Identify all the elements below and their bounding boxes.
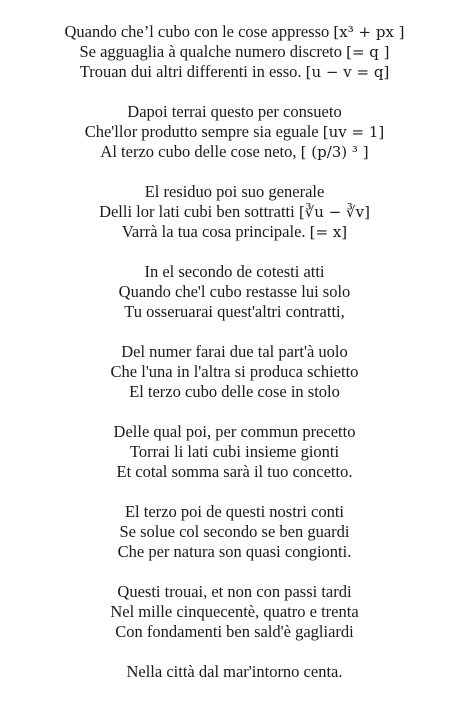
poem-line <box>0 382 469 402</box>
stanza-4 <box>0 262 469 322</box>
line-text: Varrà la tua cosa principale. <box>121 222 310 241</box>
line-text: In el secondo de cotesti atti <box>144 262 325 281</box>
poem-line <box>0 662 469 682</box>
poem-line <box>0 222 469 242</box>
poem <box>0 22 469 682</box>
math-annotation: [ (p/3) ³ ] <box>300 143 369 161</box>
poem-line <box>0 442 469 462</box>
line-text: Che l'una in l'altra si produca schietto <box>110 362 359 381</box>
poem-line <box>0 522 469 542</box>
poem-line <box>0 362 469 382</box>
line-text: Delle qual poi, per commun precetto <box>113 422 356 441</box>
stanza-8 <box>0 582 469 642</box>
poem-line <box>0 622 469 642</box>
line-text: Et cotal somma sarà il tuo concetto. <box>116 462 353 481</box>
line-text: Questi trouai, et non con passi tardi <box>117 582 352 601</box>
stanza-7 <box>0 502 469 562</box>
stanza-1 <box>0 22 469 82</box>
line-text: Nel mille cinquecentè, quatro e trenta <box>110 602 359 621</box>
math-annotation: [= x] <box>309 223 348 241</box>
line-text: Che'llor produtto sempre sia eguale <box>84 122 323 141</box>
math-annotation: [u − v = q] <box>305 63 390 81</box>
line-text: Nella città dal mar'intorno centa. <box>126 662 343 681</box>
line-text: Delli lor lati cubi ben sottratti <box>99 202 299 221</box>
math-annotation: [x³ + px ] <box>333 23 405 41</box>
poem-line <box>0 42 469 62</box>
line-text: Torrai li lati cubi insieme gionti <box>129 442 340 461</box>
poem-line <box>0 582 469 602</box>
poem-line <box>0 302 469 322</box>
poem-line <box>0 202 469 222</box>
poem-line <box>0 342 469 362</box>
line-text: Tu osseruarai quest'altri contratti, <box>124 302 345 321</box>
stanza-9 <box>0 662 469 682</box>
line-text: Quando che'l cubo restasse lui solo <box>118 282 351 301</box>
poem-line <box>0 462 469 482</box>
poem-line <box>0 122 469 142</box>
line-text: Al terzo cubo delle cose neto, <box>100 142 301 161</box>
line-text: Dapoi terrai questo per consueto <box>127 102 342 121</box>
line-text: Con fondamenti ben sald'è gagliardi <box>115 622 354 641</box>
poem-line <box>0 282 469 302</box>
poem-line <box>0 22 469 42</box>
math-annotation: [= q ] <box>346 43 390 61</box>
stanza-2 <box>0 102 469 162</box>
poem-line <box>0 422 469 442</box>
stanza-6 <box>0 422 469 482</box>
poem-line <box>0 542 469 562</box>
poem-line <box>0 182 469 202</box>
line-text: Se agguaglia à qualche numero discreto <box>79 42 347 61</box>
stanza-3 <box>0 182 469 242</box>
line-text: Trouan dui altri differenti in esso. <box>79 62 306 81</box>
poem-line <box>0 602 469 622</box>
poem-line <box>0 142 469 162</box>
poem-line <box>0 62 469 82</box>
math-annotation: [∛u − ∛v] <box>298 203 370 221</box>
math-annotation: [uv = 1] <box>322 123 385 141</box>
stanza-5 <box>0 342 469 402</box>
line-text: El residuo poi suo generale <box>144 182 325 201</box>
line-text: Quando che’l cubo con le cose appresso <box>64 22 334 41</box>
line-text: El terzo poi de questi nostri conti <box>124 502 345 521</box>
poem-line <box>0 262 469 282</box>
line-text: Che per natura son quasi congionti. <box>117 542 352 561</box>
line-text: El terzo cubo delle cose in stolo <box>129 382 340 401</box>
poem-line <box>0 102 469 122</box>
line-text: Del numer farai due tal part'à uolo <box>121 342 348 361</box>
poem-line <box>0 502 469 522</box>
line-text: Se solue col secondo se ben guardi <box>119 522 350 541</box>
